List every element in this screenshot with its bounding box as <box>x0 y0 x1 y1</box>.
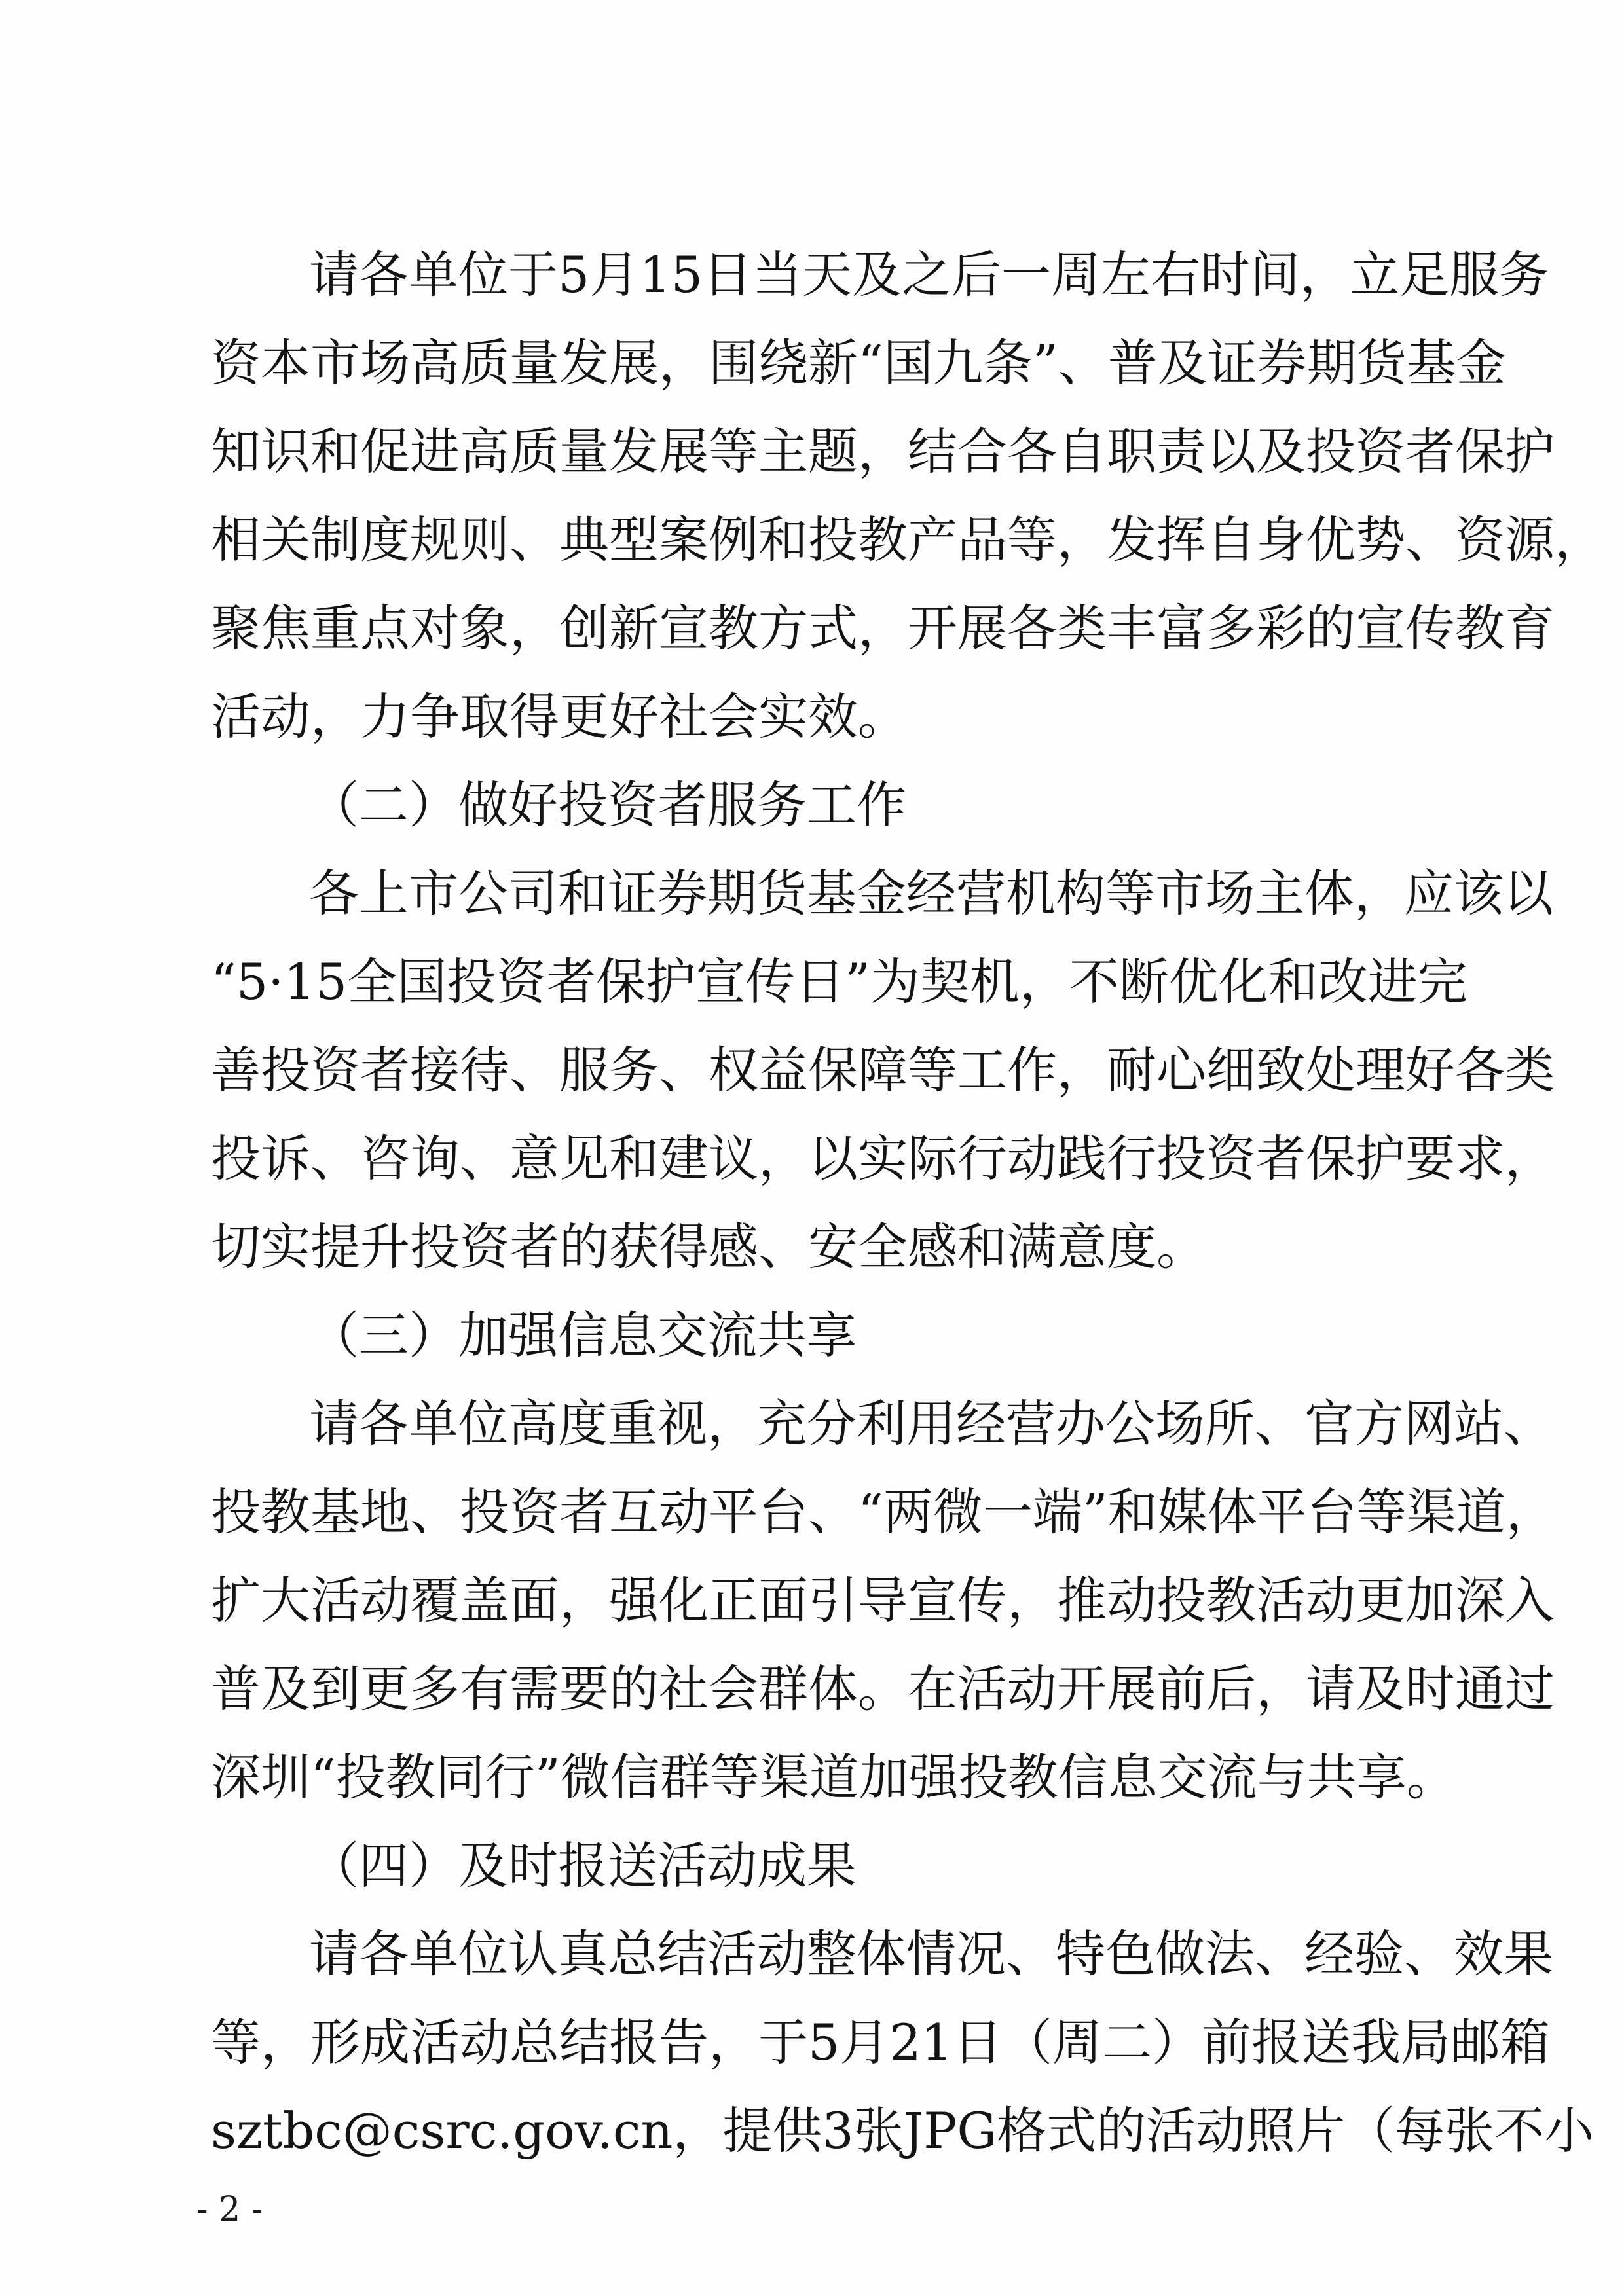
section-3-heading: （三）加强信息交流共享 <box>309 1306 857 1364</box>
paragraph-1-line-5: 聚焦重点对象，创新宣教方式，开展各类丰富多彩的宣传教育 <box>211 599 1555 657</box>
paragraph-1-line-4: 相关制度规则、典型案例和投教产品等，发挥自身优势、资源， <box>211 511 1604 569</box>
section-4-line-3: sztbc@csrc.gov.cn，提供3张JPG格式的活动照片（每张不小 <box>211 2102 1595 2160</box>
section-4-line-1: 请各单位认真总结活动整体情况、特色做法、经验、效果 <box>309 1925 1553 1983</box>
section-4-heading: （四）及时报送活动成果 <box>309 1836 857 1895</box>
section-2-line-2: “5·15全国投资者保护宣传日”为契机，不断优化和改进完 <box>211 953 1467 1011</box>
paragraph-1-line-6: 活动，力争取得更好社会实效。 <box>211 687 908 746</box>
section-3-line-3: 扩大活动覆盖面，强化正面引导宣传，推动投教活动更加深入 <box>211 1571 1555 1630</box>
section-3-line-1: 请各单位高度重视，充分利用经营办公场所、官方网站、 <box>309 1394 1553 1453</box>
section-2-line-5: 切实提升投资者的获得感、安全感和满意度。 <box>211 1218 1206 1276</box>
section-2-heading: （二）做好投资者服务工作 <box>309 776 906 834</box>
paragraph-1-line-3: 知识和促进高质量发展等主题，结合各自职责以及投资者保护 <box>211 422 1555 481</box>
paragraph-1-line-1: 请各单位于5月15日当天及之后一周左右时间，立足服务 <box>309 246 1549 304</box>
section-3-line-5: 深圳“投教同行”微信群等渠道加强投教信息交流与共享。 <box>211 1748 1456 1806</box>
paragraph-1-line-2: 资本市场高质量发展，围绕新“国九条”、普及证券期货基金 <box>211 334 1506 392</box>
section-3-line-4: 普及到更多有需要的社会群体。在活动开展前后，请及时通过 <box>211 1660 1555 1718</box>
section-2-line-1: 各上市公司和证券期货基金经营机构等市场主体，应该以 <box>309 864 1553 922</box>
page-number: - 2 - <box>196 2190 263 2229</box>
section-3-line-2: 投教基地、投资者互动平台、“两微一端”和媒体平台等渠道， <box>211 1483 1556 1541</box>
section-2-line-3: 善投资者接待、服务、权益保障等工作，耐心细致处理好各类 <box>211 1041 1555 1099</box>
section-4-line-2: 等，形成活动总结报告，于5月21日（周二）前报送我局邮箱 <box>211 2013 1551 2071</box>
section-2-line-4: 投诉、咨询、意见和建议，以实际行动践行投资者保护要求， <box>211 1129 1555 1188</box>
